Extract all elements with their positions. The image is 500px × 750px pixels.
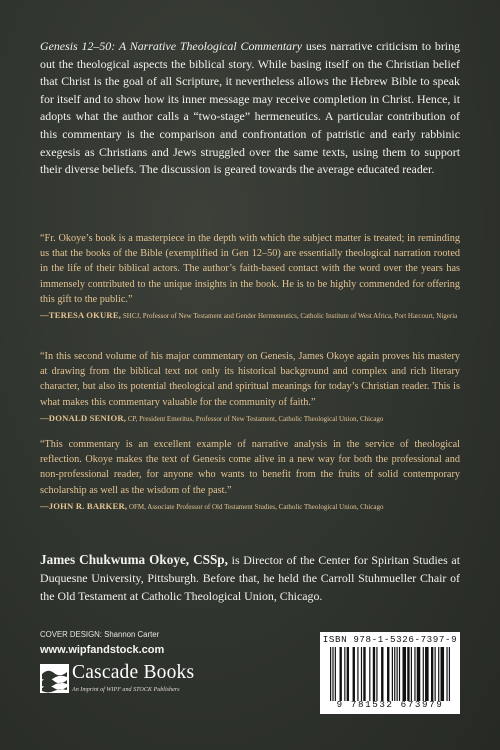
author-name: James Chukwuma Okoye, CSSp, xyxy=(40,552,228,567)
barcode-bar xyxy=(438,647,439,701)
endorsement-barker xyxy=(40,437,460,512)
barcode-bar xyxy=(399,647,400,701)
barcode-bar xyxy=(407,647,409,701)
barcode-bar xyxy=(387,647,389,701)
book-description xyxy=(40,38,460,179)
publisher-logo xyxy=(40,662,240,702)
barcode-bar xyxy=(411,647,412,701)
barcode-bar xyxy=(376,647,377,701)
endorser-name: —JOHN R. BARKER, xyxy=(40,500,128,511)
endorsement-quote: “In this second volume of his major commentary on Genesis, James Okoye again proves his mastery at drawing from the biblical text not only its historical background and complex and rich literary character, but also its potential theological and spiritual meanings for today’s Christian reader. This is what makes this commentary valuable for the community of faith.” xyxy=(40,351,460,408)
endorser-name: —DONALD SENIOR, xyxy=(40,412,127,423)
barcode-bar xyxy=(392,647,393,701)
barcode-bar xyxy=(435,647,436,701)
barcode-bar xyxy=(441,647,445,701)
barcode-bar xyxy=(397,647,398,701)
barcode-bar xyxy=(425,647,429,701)
barcode-bar xyxy=(414,647,415,701)
author-bio-text: is Director of the Center for Spiritan Studies at Duquesne University, Pittsburgh. Before that, he held the Carroll Stuhmueller Chair of the Old Testament at Catholic Theological Union, Chicago. xyxy=(40,553,460,603)
barcode xyxy=(320,632,460,714)
cascade-waves-icon xyxy=(40,664,69,693)
endorsement-quote: “Fr. Okoye’s book is a masterpiece in the depth with which the subject matter is treated; in reminding us that the books of the Bible (exemplified in Gen 12–50) are essentially theological narration rooted in the life of their biblical actors. The author’s faith-based contact with the word over the years has immensely contributed to the unique insights in the book. He is to be highly commended for offering this gift to the public.” xyxy=(40,233,460,305)
endorser-affiliation: SHCJ, Professor of New Testament and Gender Hermeneutics, Catholic Institute of West Africa, Port Harcourt, Nigeria xyxy=(121,312,458,321)
endorsement-attribution xyxy=(40,502,460,512)
barcode-bar xyxy=(357,647,358,701)
barcode-bar xyxy=(335,647,336,701)
endorsement-okure xyxy=(40,231,460,321)
endorser-name: —TERESA OKURE, xyxy=(40,310,122,321)
description-text: uses narrative criticism to bring out the theological aspects the biblical story. While basing itself on the Christian belief that Christ is the goal of all Scripture, it nevertheless allows the Hebrew Bible to speak for itself and to show how its inner message may receive completion in Christ. Hence, it adopts what the author calls a “two-stage” hermeneutics. A particular contribution of this commentary is the comparison and confrontation of patristic and early rabbinic exegesis as Christians and Jews struggled over the same texts, using them to support their diverse beliefs. The discussion is geared towards the average educated reader. xyxy=(40,39,460,177)
barcode-bar xyxy=(431,647,433,701)
endorser-affiliation: OFM, Associate Professor of Old Testament Studies, Catholic Theological Union, Chicago xyxy=(127,502,384,511)
barcode-bar xyxy=(394,647,395,701)
barcode-bars xyxy=(326,647,454,701)
endorser-affiliation: CP, President Emeritus, Professor of New Testament, Catholic Theological Union, Chicago xyxy=(126,414,384,423)
barcode-bar xyxy=(363,647,365,701)
barcode-bar xyxy=(361,647,362,701)
ean-number: 9 781532 673979 xyxy=(336,699,444,710)
publisher-website: www.wipfandstock.com xyxy=(40,644,165,656)
barcode-bar xyxy=(423,647,424,701)
barcode-bar xyxy=(369,647,370,701)
isbn-label: ISBN 978-1-5326-7397-9 xyxy=(322,634,458,645)
barcode-bar xyxy=(449,647,450,701)
barcode-bar xyxy=(332,647,333,701)
barcode-bar xyxy=(340,647,342,701)
barcode-bar xyxy=(330,647,331,701)
endorsement-attribution xyxy=(40,311,460,321)
barcode-bar xyxy=(446,647,447,701)
endorsement-quote: “This commentary is an excellent example of narrative analysis in the service of theological reflection. Okoye makes the text of Genesis come alive in a new way for both the professional and non-professional reader, for anyone who wants to benefit from the fruits of solid contemporary scholarship as well as the wisdom of the past.” xyxy=(40,439,460,496)
barcode-bar xyxy=(402,647,406,701)
cover-design-credit: COVER DESIGN: Shannon Carter xyxy=(40,630,160,639)
endorsement-senior xyxy=(40,349,460,424)
endorsement-attribution xyxy=(40,414,460,424)
barcode-bar xyxy=(381,647,383,701)
barcode-bar xyxy=(353,647,355,701)
publisher-imprint: An Imprint of WIPF and STOCK Publishers xyxy=(72,687,180,693)
barcode-bar xyxy=(417,647,421,701)
author-bio xyxy=(40,551,460,605)
barcode-bar xyxy=(373,647,375,701)
barcode-bar xyxy=(347,647,349,701)
barcode-bar xyxy=(344,647,345,701)
publisher-name: Cascade Books xyxy=(72,662,195,683)
book-title: Genesis 12–50: A Narrative Theological Commentary xyxy=(40,39,302,53)
